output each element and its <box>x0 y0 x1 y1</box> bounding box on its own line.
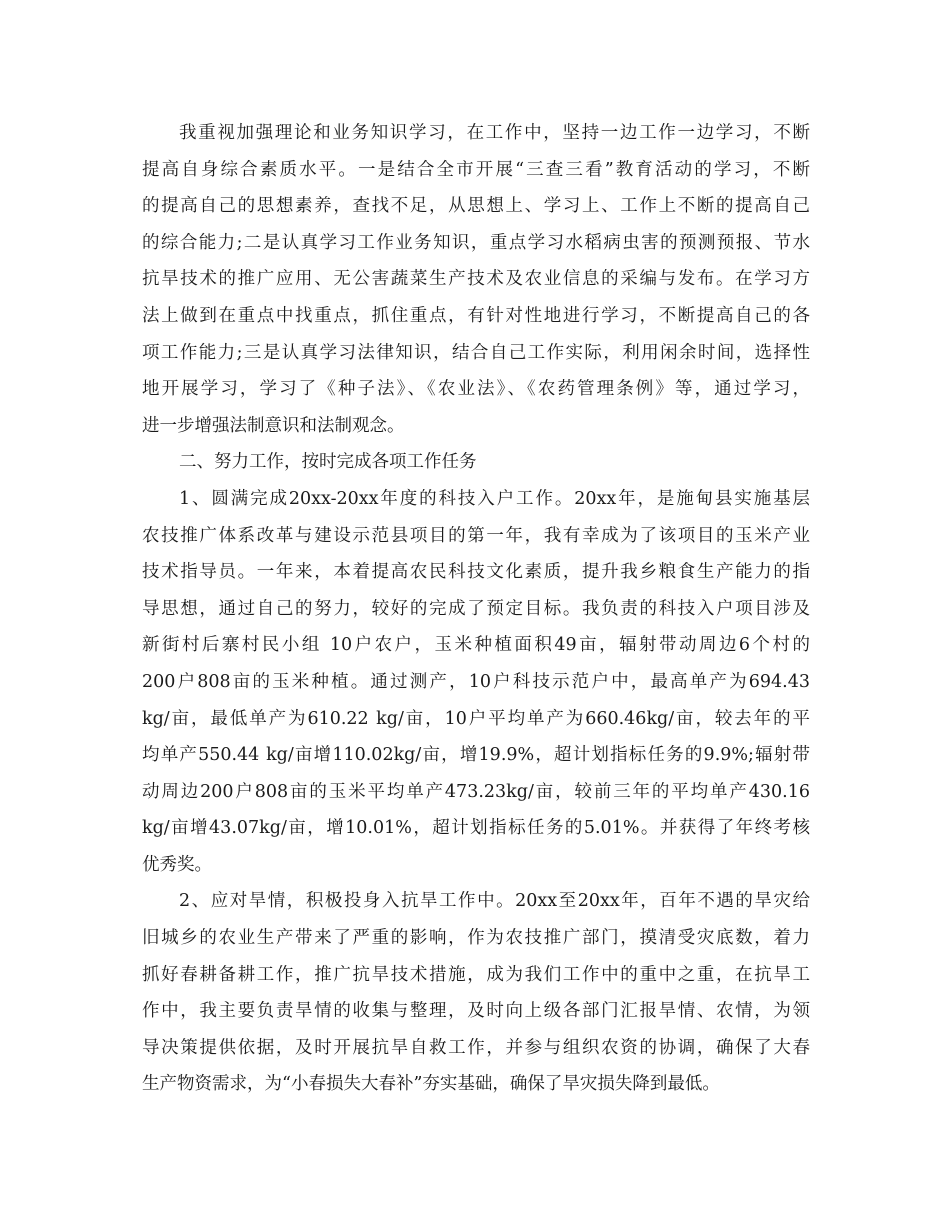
text-line: 技术指导员。一年来，本着提高农民科技文化素质，提升我乡粮食生产能力的指 <box>142 562 810 583</box>
text-line: 旧城乡的农业生产带来了严重的影响，作为农技推广部门，摸清受灾底数，着力 <box>142 928 810 949</box>
text-line: 均单产550.44 kg/亩增110.02kg/亩，增19.9%，超计划指标任务的9.9%;辐射带 <box>142 745 810 766</box>
text-line: 农技推广体系改革与建设示范县项目的第一年，我有幸成为了该项目的玉米产业 <box>142 525 810 546</box>
document-body <box>142 115 810 1103</box>
text-line: 优秀奖。 <box>142 854 212 875</box>
paragraph-item-1 <box>142 481 810 884</box>
text-line: 2、应对旱情，积极投身入抗旱工作中。20xx至20xx年，百年不遇的旱灾给 <box>179 891 810 912</box>
text-line: 地开展学习，学习了《种子法》、《农业法》、《农药管理条例》等，通过学习， <box>142 379 810 400</box>
text-line: 的综合能力;二是认真学习工作业务知识，重点学习水稻病虫害的预测预报、节水 <box>142 232 810 253</box>
text-line: 新街村后寨村民小组 10户农户，玉米种植面积49亩，辐射带动周边6个村的 <box>142 635 810 656</box>
text-line: 我重视加强理论和业务知识学习，在工作中，坚持一边工作一边学习，不断 <box>179 123 810 143</box>
text-line: 项工作能力;三是认真学习法律知识，结合自己工作实际，利用闲余时间，选择性 <box>142 342 810 363</box>
text-line: 作中，我主要负责旱情的收集与整理，及时向上级各部门汇报旱情、农情，为领 <box>142 1001 810 1022</box>
text-line: 抗旱技术的推广应用、无公害蔬菜生产技术及农业信息的采编与发布。在学习方 <box>142 269 810 290</box>
text-line: 的提高自己的思想素养，查找不足，从思想上、学习上、工作上不断的提高自己 <box>142 196 810 217</box>
text-line: kg/亩增43.07kg/亩，增10.01%，超计划指标任务的5.01%。并获得了年终考核 <box>142 818 810 839</box>
text-line: 法上做到在重点中找重点，抓住重点，有针对性地进行学习，不断提高自己的各 <box>142 305 810 326</box>
text-line: kg/亩，最低单产为610.22 kg/亩，10户平均单产为660.46kg/亩，较去年的平 <box>142 708 810 729</box>
text-line: 进一步增强法制意识和法制观念。 <box>142 415 405 436</box>
text-line: 抓好春耕备耕工作，推广抗旱技术措施，成为我们工作中的重中之重，在抗旱工 <box>142 964 810 985</box>
text-line: 生产物资需求，为“小春损失大春补”夯实基础，确保了旱灾损失降到最低。 <box>142 1074 720 1095</box>
paragraph-study <box>142 115 810 444</box>
text-line: 导思想，通过自己的努力，较好的完成了预定目标。我负责的科技入户项目涉及 <box>142 598 810 619</box>
section-heading <box>142 444 810 481</box>
text-line: 导决策提供依据，及时开展抗旱自救工作，并参与组织农资的协调，确保了大春 <box>142 1037 810 1058</box>
text-line: 1、圆满完成20xx-20xx年度的科技入户工作。20xx年，是施甸县实施基层 <box>179 488 810 509</box>
text-line: 200户808亩的玉米种植。通过测产，10户科技示范户中，最高单产为694.43 <box>142 671 810 692</box>
paragraph-item-2 <box>142 883 810 1103</box>
text-line: 动周边200户808亩的玉米平均单产473.23kg/亩，较前三年的平均单产430.16 <box>142 781 810 802</box>
text-line: 提高自身综合素质水平。一是结合全市开展“三查三看”教育活动的学习，不断 <box>142 159 810 180</box>
heading-text: 二、努力工作，按时完成各项工作任务 <box>179 452 477 473</box>
